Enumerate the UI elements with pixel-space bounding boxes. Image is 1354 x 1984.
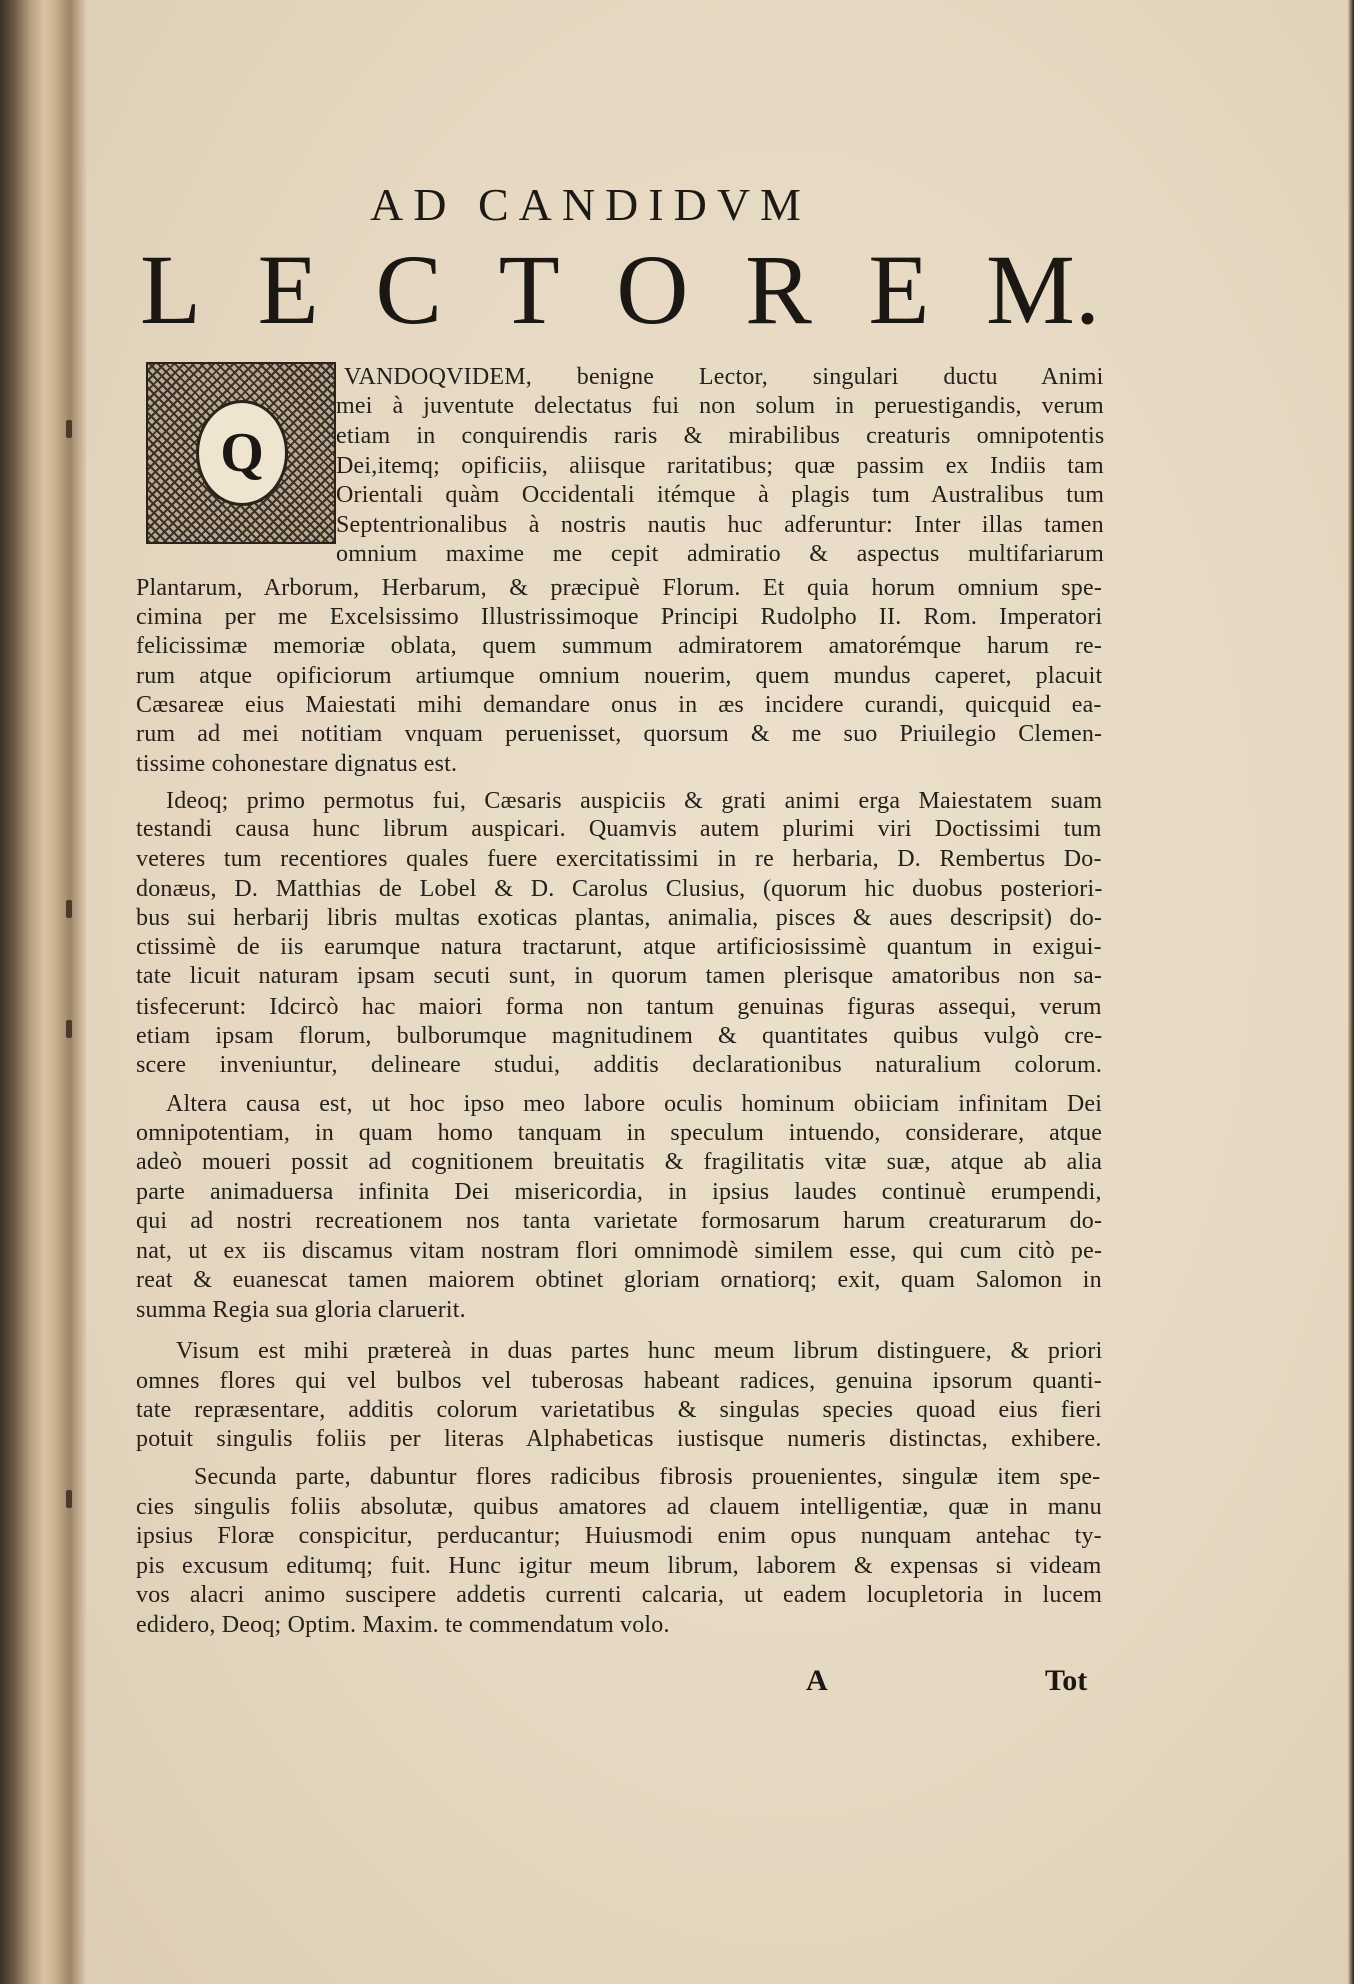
text-line: omnium maxime me cepit admiratio & aspectus multifariarum [336,541,1104,567]
text-line: reat & euanescat tamen maiorem obtinet gloriam ornatiorq; exit, quam Salomon in [136,1267,1102,1293]
text-line: Visum est mihi prætereà in duas partes hunc meum librum distinguere, & priori [176,1338,1103,1364]
text-line: pis excusum editumq; fuit. Hunc igitur meum librum, laborem & expensas si videam [136,1553,1102,1579]
book-spine [0,0,86,1984]
text-line: Plantarum, Arborum, Herbarum, & præcipuè Florum. Et quia horum omnium spe- [136,575,1103,601]
text-line: Altera causa est, ut hoc ipso meo labore oculis hominum obiiciam infinitam Dei [166,1091,1103,1117]
text-line: etiam ipsam florum, bulborumque magnitudinem & quantitates quibus vulgò cre- [136,1023,1103,1049]
text-line: tate repræsentare, additis colorum varietatibus & singulas species quoad eius fieri [136,1397,1102,1423]
text-line: mei à juventute delectatus fui non solum in peruestigandis, verum [336,393,1104,419]
initial-oval [196,400,288,506]
decorated-initial [146,362,336,544]
text-line: tisfecerunt: Idcircò hac maiori forma non tantum genuinas figuras assequi, verum [136,994,1102,1020]
text-line: Secunda parte, dabuntur flores radicibus fibrosis prouenientes, singulæ item spe- [194,1464,1101,1490]
text-line: cimina per me Excelsissimo Illustrissimoque Principi Rudolpho II. Rom. Imperatori [136,604,1103,630]
heading-letter: O [616,234,689,345]
heading-letter: L [140,234,202,345]
text-line: tate licuit naturam ipsam secuti sunt, in quorum tamen plerisque amatoribus non sa- [136,963,1103,989]
heading-small: AD CANDIDVM [370,179,811,230]
text-line: ipsius Floræ conspicitur, perducantur; Huiusmodi enim opus nunquam antehac ty- [136,1523,1102,1549]
heading-letter: T [498,234,560,345]
text-line: tissime cohonestare dignatus est. [136,751,458,777]
text-line: qui ad nostri recreationem nos tanta varietate formosarum harum creaturarum do- [136,1208,1103,1234]
heading-letter: C [375,234,443,345]
heading-letter: M. [986,234,1100,345]
text-line: veteres tum recentiores quales fuere exercitatissimi in re herbaria, D. Rembertus Do- [136,846,1102,872]
text-line: vos alacri animo suscipere addetis currenti calcaria, ut eadem locupletoria in lucem [136,1582,1103,1608]
spine-mark [66,900,72,918]
text-line: VANDOQVIDEM, benigne Lector, singulari ductu Animi [344,364,1104,390]
heading-letter: E [257,234,319,345]
catchword: Tot [1045,1664,1088,1697]
text-line: potuit singulis foliis per literas Alphabeticas iustisque numeris distinctas, exhibere. [136,1426,1102,1452]
text-line: Ideoq; primo permotus fui, Cæsaris auspiciis & grati animi erga Maiestatem suam [166,788,1103,814]
page-edge [1348,0,1354,1984]
heading-large [140,232,1100,347]
heading-letter: E [868,234,930,345]
text-line: Dei,itemq; opificiis, aliisque raritatibus; quæ passim ex Indiis tam [336,453,1104,479]
spine-mark [66,1020,72,1038]
spine-mark [66,1490,72,1508]
text-line: etiam in conquirendis raris & mirabilibus creaturis omnipotentis [336,423,1105,449]
text-line: rum ad mei notitiam vnquam peruenisset, quorsum & me suo Priuilegio Clemen- [136,721,1103,747]
text-line: cies singulis foliis absolutæ, quibus amatores ad clauem intelligentiæ, quæ in manu [136,1494,1102,1520]
signature-mark: A [806,1664,828,1697]
text-line: omnes flores qui vel bulbos vel tuberosas habeant radices, genuina ipsorum quanti- [136,1368,1102,1394]
text-line: donæus, D. Matthias de Lobel & D. Carolus Clusius, (quorum hic duobus posteriori- [136,876,1103,902]
text-line: summa Regia sua gloria claruerit. [136,1297,466,1323]
text-line: adeò moueri possit ad cognitionem breuitatis & fragilitatis vitæ suæ, atque ab alia [136,1149,1103,1175]
text-line: bus sui herbarij libris multas exoticas plantas, animalia, pisces & aues descripsit) do- [136,905,1103,931]
text-line: Septentrionalibus à nostris nautis huc adferuntur: Inter illas tamen [336,512,1104,538]
text-line: nat, ut ex iis discamus vitam nostram flori omnimodè similem esse, qui cum citò pe- [136,1238,1103,1264]
text-line: ctissimè de iis earumque natura tractarunt, atque artificiosissimè quantum in exigui- [136,934,1102,960]
text-line: Orientali quàm Occidentali itémque à plagis tum Australibus tum [336,482,1105,508]
spine-mark [66,420,72,438]
text-line: scere inveniuntur, delineare studui, additis declarationibus naturalium colorum. [136,1052,1103,1078]
text-line: Cæsareæ eius Maiestati mihi demandare onus in æs incidere curandi, quicquid ea- [136,692,1102,718]
text-line: omnipotentiam, in quam homo tanquam in speculum intuendo, considerare, atque [136,1120,1103,1146]
text-line: rum atque opificiorum artiumque omnium nouerim, quem mundus caperet, placuit [136,663,1103,689]
text-line: parte animaduersa infinita Dei misericordia, in ipsius laudes continuè erumpendi, [136,1179,1102,1205]
text-line: felicissimæ memoriæ oblata, quem summum admiratorem amatorémque harum re- [136,633,1103,659]
heading-letter: R [745,234,812,345]
text-line: testandi causa hunc librum auspicari. Quamvis autem plurimi viri Doctissimi tum [136,816,1102,842]
text-line: edidero, Deoq; Optim. Maxim. te commendatum volo. [136,1612,670,1638]
initial-letter: Q [220,422,264,484]
